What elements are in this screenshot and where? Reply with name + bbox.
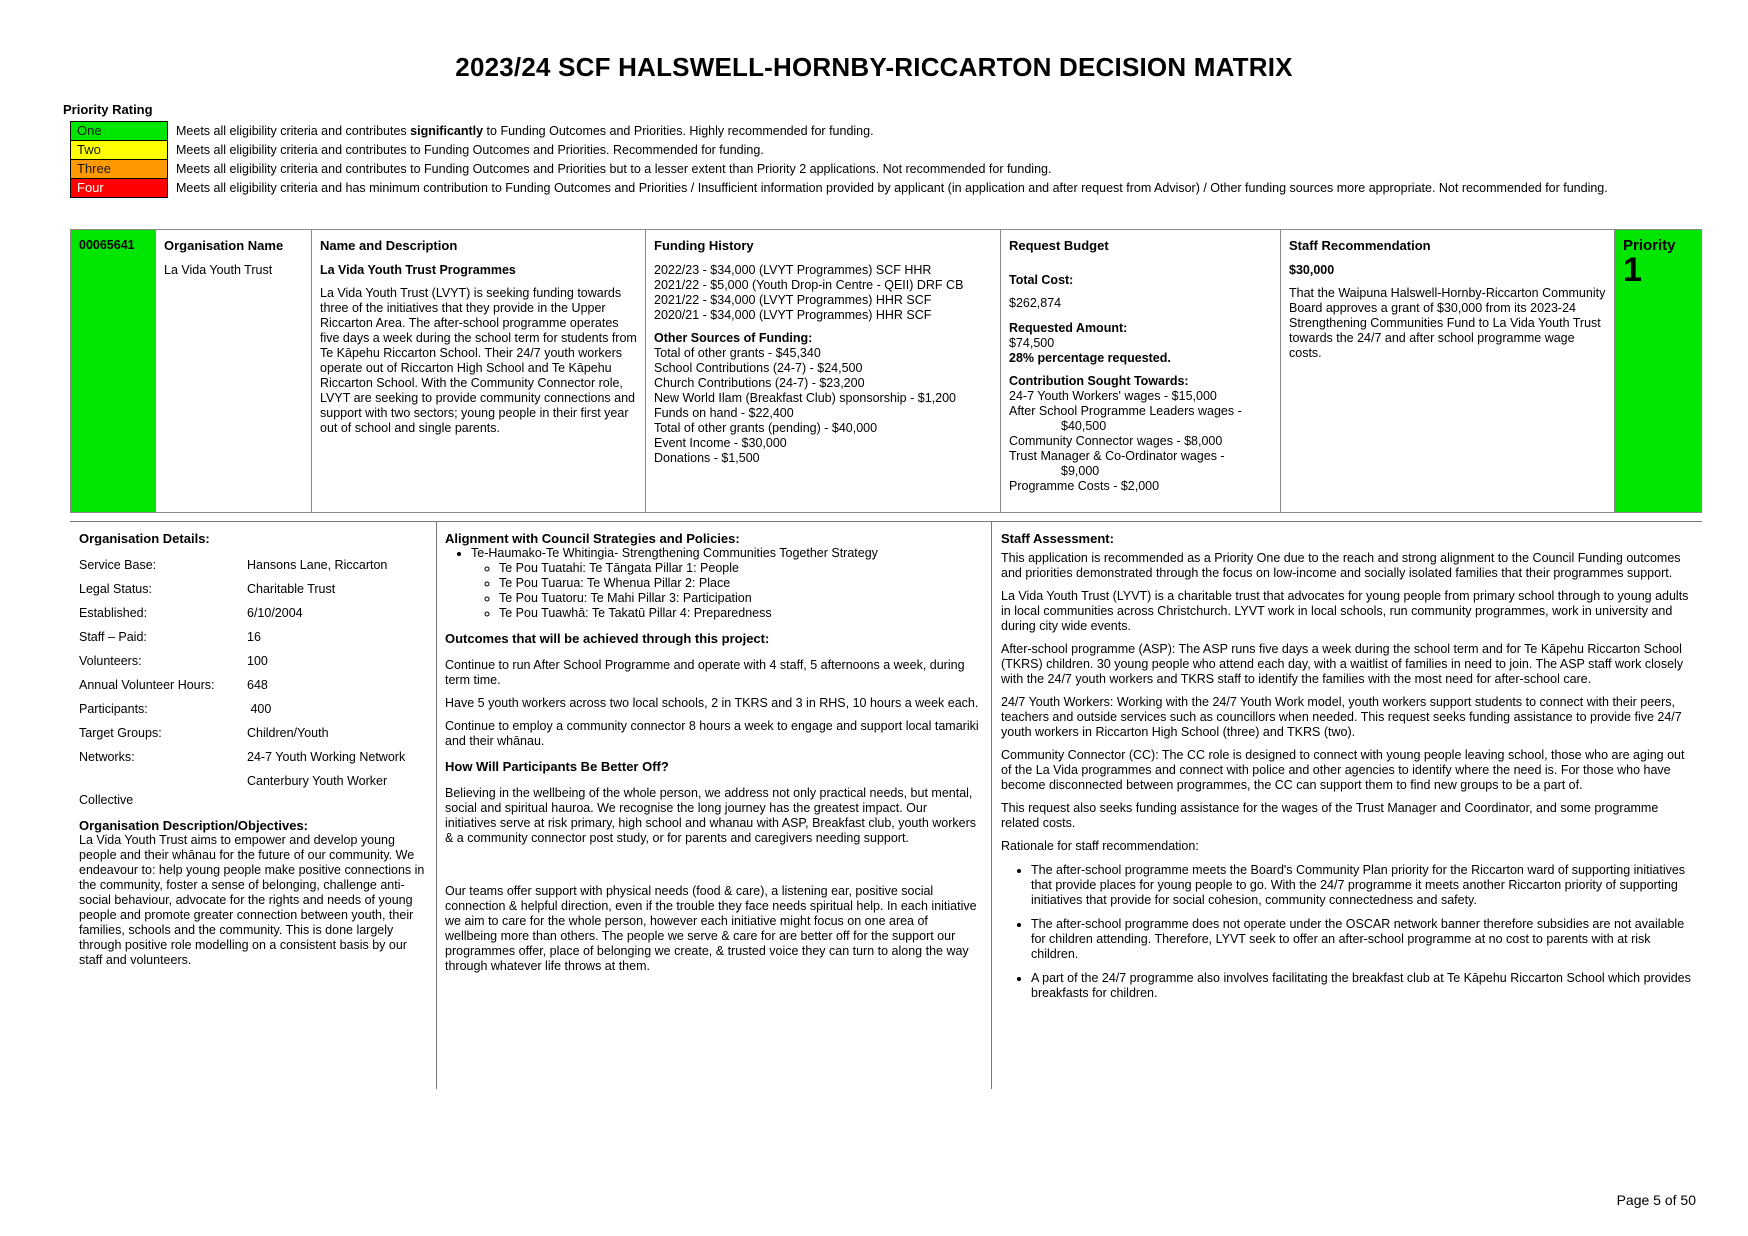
priority-header: Priority: [1623, 237, 1676, 254]
legend-desc-one: Meets all eligibility criteria and contributes significantly to Funding Outcomes and Priorities. Highly recommended for funding.: [176, 123, 874, 138]
application-id: 00065641: [79, 238, 135, 252]
org-details-column: [79, 531, 429, 968]
contribution-item: Community Connector wages - $8,000: [1009, 434, 1223, 448]
request-budget-cell: [1001, 230, 1281, 513]
contribution-item: Programme Costs - $2,000: [1009, 479, 1160, 493]
total-cost-label: Total Cost:: [1009, 273, 1074, 287]
page-title: 2023/24 SCF HALSWELL-HORNBY-RICCARTON DECISION MATRIX: [455, 52, 1293, 82]
contribution-item: 24-7 Youth Workers' wages - $15,000: [1009, 389, 1217, 403]
assessment-paragraph: This application is recommended as a Priority One due to the reach and strong alignment to the Council Funding outcomes and priorities demonstrated through the focus on low-income and socially isolated families that their programmes support.: [1001, 551, 1681, 580]
assessment-paragraph: Rationale for staff recommendation:: [1001, 839, 1199, 853]
contribution-item: After School Programme Leaders wages -: [1009, 404, 1242, 418]
other-source-item: School Contributions (24-7) - $24,500: [654, 361, 863, 375]
legend-row: [71, 160, 1670, 179]
other-source-item: Total of other grants (pending) - $40,000: [654, 421, 878, 435]
legend-swatch-two: Two: [71, 141, 168, 160]
assessment-header: Staff Assessment:: [1001, 531, 1114, 546]
legend-row: [71, 122, 1670, 141]
request-budget-header: Request Budget: [1009, 238, 1109, 253]
outcome-item: Have 5 youth workers across two local schools, 2 in TKRS and 3 in RHS, 10 hours a week each.: [445, 696, 979, 710]
rationale-item: • A part of the 24/7 programme also involves facilitating the breakfast club at Te Kāpehu Riccarton School which provides breakfasts for children.: [1031, 971, 1693, 1001]
recommendation-amount: $30,000: [1289, 263, 1335, 277]
percentage-requested: 28% percentage requested.: [1009, 351, 1171, 365]
staff-recommendation-cell: [1281, 230, 1615, 513]
legend-swatch-three: Three: [71, 160, 168, 179]
pillar-item: ◦ Te Pou Tuatahi: Te Tāngata Pillar 1: People: [499, 561, 979, 576]
outcome-item: Continue to run After School Programme and operate with 4 staff, 5 afternoons a week, during term time.: [445, 658, 965, 687]
funding-history-cell: [646, 230, 1001, 513]
detail-row: Staff – Paid: 16: [79, 630, 261, 644]
org-name-cell: [156, 230, 312, 513]
column-divider: [991, 521, 992, 1089]
other-source-item: Total of other grants - $45,340: [654, 346, 821, 360]
contribution-item: Trust Manager & Co-Ordinator wages -: [1009, 449, 1225, 463]
assessment-paragraph: After-school programme (ASP): The ASP runs five days a week during the school term and for Te Kāpehu Riccarton School (TKRS) children. 30 young people who attend each day, with a waitlist of families in need to join. The ASP staff work closely with the 24/7 youth workers and TKRS staff to identify the families with the most need for after-school care.: [1001, 642, 1684, 686]
other-source-item: New World Ilam (Breakfast Club) sponsorship - $1,200: [654, 391, 956, 405]
priority-legend: [70, 121, 1670, 198]
history-item: 2021/22 - $34,000 (LVYT Programmes) HHR SCF: [654, 293, 932, 307]
history-item: 2020/21 - $34,000 (LVYT Programmes) HHR SCF: [654, 308, 932, 322]
org-name-header: Organisation Name: [164, 238, 284, 253]
assessment-column: [1001, 531, 1693, 1010]
pillar-item: ◦ Te Pou Tuawhā: Te Takatū Pillar 4: Preparedness: [499, 606, 979, 621]
better-off-paragraph: Our teams offer support with physical needs (food & care), a listening ear, positive social connection & helpful direction, even if the trouble they face needs spiritual help. In each initiative we aim to care for the whole person, however each initiative might focus on one area of wellbeing more than others. The people we serve & care for are better off for the support our programmes offer, place of belonging we create, & trusted voice they can turn to along the way through whatever life throws at them.: [445, 884, 977, 973]
description-header: Name and Description: [320, 238, 458, 253]
outcomes-header: Outcomes that will be achieved through this project:: [445, 631, 770, 646]
detail-row: Participants: 400: [79, 702, 272, 716]
alignment-header: Alignment with Council Strategies and Policies:: [445, 531, 740, 546]
assessment-paragraph: 24/7 Youth Workers: Working with the 24/7 Youth Work model, youth workers support students to connect with their peers, teachers and outside services such as councillors when needed. This request seeks funding assistance to provide five 24/7 youth workers in Riccarton High School (three) and TKRS (two).: [1001, 695, 1682, 739]
detail-row: Established: 6/10/2004: [79, 606, 303, 620]
strategy-item: • Te-Haumako-Te Whitingia- Strengthening Communities Together Strategy ◦ Te Pou Tuatahi: Te Tāngata Pillar 1: People ◦ Te Pou Tuarua: Te Whenua Pillar 2: Place ◦ Te Pou Tuatoru: Te Mahi Pillar 3: Participation ◦ Te Pou Tuawhā: Te Takatū Pillar 4: Preparedness: [471, 546, 979, 621]
rationale-item: • The after-school programme does not operate under the OSCAR network banner therefore subsidies are not available for children attending. Therefore, LYVT seek to offer an after-school programme at no cost to parents with at risk children.: [1031, 917, 1693, 962]
column-divider: [436, 521, 437, 1089]
description-cell: [312, 230, 646, 513]
detail-row: Canterbury Youth Worker: [247, 774, 388, 788]
pillar-list: [471, 561, 979, 621]
detail-row: Volunteers: 100: [79, 654, 268, 668]
alignment-column: [445, 531, 979, 974]
total-cost-value: $262,874: [1009, 296, 1062, 310]
assessment-paragraph: Community Connector (CC): The CC role is designed to connect with young people leaving school, those who are aging out of the La Vida programmes and connect with police and other agencies to identify where the need is. For those who have become disconnected between programmes, the CC can support them to find new groups to be a part of.: [1001, 748, 1685, 792]
legend-row: [71, 141, 1670, 160]
detail-row: Networks: 24-7 Youth Working Network: [79, 750, 406, 764]
legend-heading: Priority Rating: [63, 102, 153, 117]
org-details-header: Organisation Details:: [79, 531, 210, 546]
funding-history-header: Funding History: [654, 238, 754, 253]
pillar-item: ◦ Te Pou Tuatoru: Te Mahi Pillar 3: Participation: [499, 591, 979, 606]
other-source-item: Event Income - $30,000: [654, 436, 787, 450]
assessment-paragraph: La Vida Youth Trust (LYVT) is a charitable trust that advocates for young people from primary school through to young adults in local communities across Christchurch. LYVT work in local schools, run community programmes, work in university and during city wide events.: [1001, 589, 1689, 633]
rationale-list: [1001, 863, 1693, 1001]
pillar-item: ◦ Te Pou Tuarua: Te Whenua Pillar 2: Place: [499, 576, 979, 591]
legend-swatch-one: One: [71, 122, 168, 141]
other-sources-header: Other Sources of Funding:: [654, 331, 813, 345]
legend-swatch-four: Four: [71, 179, 168, 198]
detail-row: Service Base: Hansons Lane, Riccarton: [79, 558, 388, 572]
outcome-item: Continue to employ a community connector 8 hours a week to engage and support local tamariki and their whānau.: [445, 719, 979, 748]
history-item: 2022/23 - $34,000 (LVYT Programmes) SCF HHR: [654, 263, 932, 277]
objectives-text: La Vida Youth Trust aims to empower and develop young people and their whānau for the future of our community. We endeavour to: help young people make positive connections in the community, foster a sense of belonging, challenge anti-social behaviour, advocate for the rights and needs of young people and promote greater connection between youth, their families, schools and the community. This is done largely through positive role modelling on a consistent basis by our staff and volunteers.: [79, 833, 425, 967]
strategy-list: [445, 546, 979, 621]
better-off-header: How Will Participants Be Better Off?: [445, 759, 669, 774]
org-name: La Vida Youth Trust: [164, 263, 273, 277]
other-source-item: Funds on hand - $22,400: [654, 406, 794, 420]
assessment-paragraph: This request also seeks funding assistance for the wages of the Trust Manager and Coordinator, and some programme related costs.: [1001, 801, 1659, 830]
staff-recommendation-header: Staff Recommendation: [1289, 238, 1431, 253]
other-source-item: Donations - $1,500: [654, 451, 760, 465]
contribution-header: Contribution Sought Towards:: [1009, 374, 1189, 388]
priority-cell: [1615, 230, 1702, 513]
legend-row: [71, 179, 1670, 198]
requested-amount-value: $74,500: [1009, 336, 1055, 350]
legend-desc-two: Meets all eligibility criteria and contributes to Funding Outcomes and Priorities. Recommended for funding.: [176, 142, 764, 157]
recommendation-text: That the Waipuna Halswell-Hornby-Riccarton Community Board approves a grant of $30,000 from its 2023-24 Strengthening Communities Fund to La Vida Youth Trust towards the 24/7 and after school programme wage costs.: [1289, 286, 1606, 360]
other-source-item: Church Contributions (24-7) - $23,200: [654, 376, 865, 390]
networks-wrap: Collective: [79, 793, 134, 807]
detail-row: Target Groups: Children/Youth: [79, 726, 329, 740]
rationale-item: • The after-school programme meets the Board's Community Plan priority for the Riccarton ward of supporting initiatives that provide places for young people to go. With the 24/7 programme it meets another Riccarton priority of supporting initiatives that provide for social cohesion, community connectedness and safety.: [1031, 863, 1693, 908]
page-number: Page 5 of 50: [1616, 1192, 1696, 1208]
contribution-amount: $9,000: [1061, 464, 1100, 478]
priority-value: 1: [1623, 251, 1642, 289]
application-row: [70, 229, 1702, 513]
legend-desc-three: Meets all eligibility criteria and contributes to Funding Outcomes and Priorities but to a lesser extent than Priority 2 applications. Not recommended for funding.: [176, 161, 1052, 176]
better-off-paragraph: Believing in the wellbeing of the whole person, we address not only practical needs, but mental, social and spiritual hauroa. We recognise the long journey has the greatest impact. Our initiatives serve at risk primary, high school and whanau with ASP, Breakfast club, youth workers & a community connector post study, or for parents and caregivers needing support.: [445, 786, 977, 845]
contribution-amount: $40,500: [1061, 419, 1107, 433]
project-description: La Vida Youth Trust (LVYT) is seeking funding towards three of the initiatives that they provide in the Upper Riccarton Area. The after-school programme operates five days a week during the school term for students from Te Kāpehu Riccarton School. Their 24/7 youth workers operate out of Riccarton High School and Te Kāpehu Riccarton School. With the Community Connector role, LVYT are seeking to provide community connections and support with two sectors; young people in their first year out of school and single parents.: [320, 286, 637, 435]
project-title: La Vida Youth Trust Programmes: [320, 263, 516, 277]
history-item: 2021/22 - $5,000 (Youth Drop-in Centre - QEII) DRF CB: [654, 278, 964, 292]
legend-desc-four: Meets all eligibility criteria and has minimum contribution to Funding Outcomes and Priorities / Insufficient information provided by applicant (in application and after request from Advisor) / Other funding sources more appropriate. Not recommended for funding.: [176, 180, 1608, 195]
detail-row: Annual Volunteer Hours: 648: [79, 678, 268, 692]
detail-row: Legal Status: Charitable Trust: [79, 582, 336, 596]
requested-amount-label: Requested Amount:: [1009, 321, 1128, 335]
application-id-cell: [71, 230, 156, 513]
objectives-header: Organisation Description/Objectives:: [79, 818, 308, 833]
section-divider: [70, 521, 1702, 522]
